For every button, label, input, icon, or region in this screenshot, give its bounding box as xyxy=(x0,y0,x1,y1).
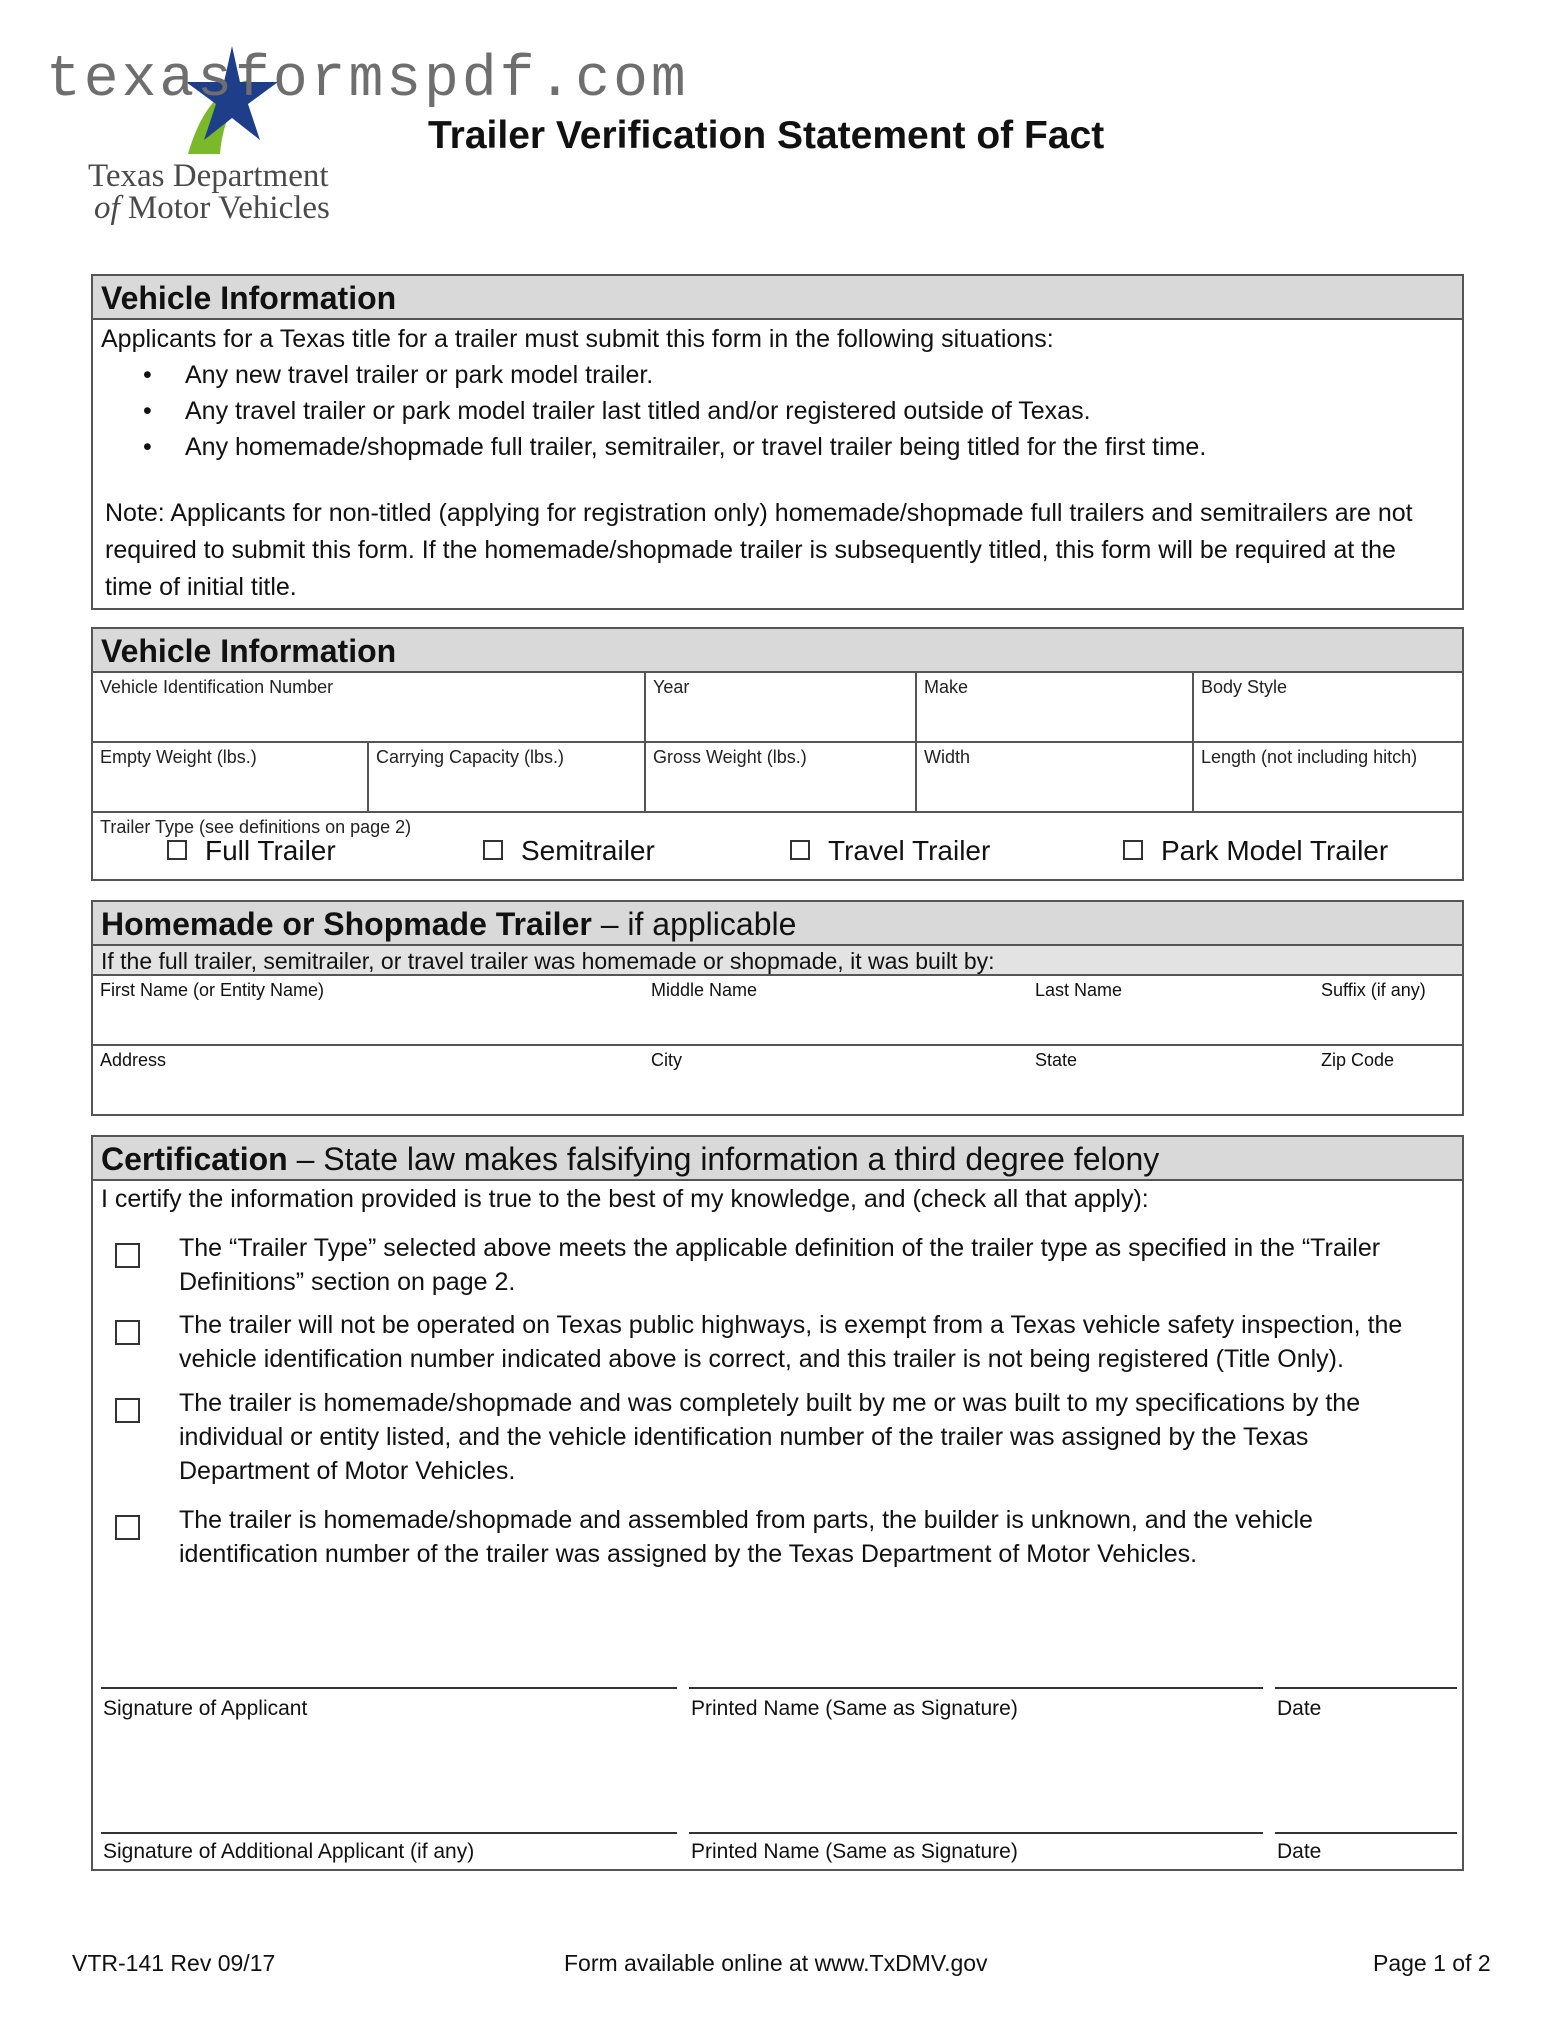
intro-note: Note: Applicants for non-titled (applying for registration only) homemade/shopmade full trailers and semitrailers are not required to submit this form. If the homemade/shopmade trailer is subsequently titled, this form will be required at the time of initial title. xyxy=(105,499,1413,601)
checkbox[interactable] xyxy=(115,1398,140,1423)
applicant-signature-label: Signature of Applicant xyxy=(103,1697,308,1720)
address-label: Address xyxy=(100,1050,167,1070)
certification-section: Certification – State law makes falsifying information a third degree felony I certify the information provided is true to the best of my knowledge, and (check all that apply): The “Trailer Type” selected above meets the applicable definition of the trailer type as specified in the “Trailer Definitions” section on page 2. The trailer will not be operated on Texas public highways, is exempt from a Texas vehicle safety inspection, the vehicle identification number indicated above is correct, and this trailer is not being registered (Title Only). The trailer is homemade/shopmade and was completely built by me or was built to my specifications by the individual or entity listed, and the vehicle identification number of the trailer was assigned by the Texas Department of Motor Vehicles. The trailer is homemade/shopmade and assembled from parts, the builder is unknown, and the vehicle identification number of the trailer was assigned by the Texas Department of Motor Vehicles. Signature of Applicant Printed Name (Same as Signature) Date Signature of Additional Applicant (if any) Printed Name (Same as Signature) Date xyxy=(91,1135,1464,1871)
intro-bullets xyxy=(93,357,1462,465)
checkbox[interactable] xyxy=(115,1243,140,1268)
additional-date-line[interactable] xyxy=(1275,1832,1457,1834)
width-field[interactable]: Width xyxy=(917,743,1194,813)
semitrailer-option[interactable]: Semitrailer xyxy=(483,835,655,867)
suffix-label: Suffix (if any) xyxy=(1321,980,1426,1000)
park-model-trailer-option[interactable]: Park Model Trailer xyxy=(1123,835,1388,867)
additional-signature-line[interactable] xyxy=(101,1832,677,1834)
applicant-printed-name-line[interactable] xyxy=(689,1687,1263,1689)
intro-bullet: • Any homemade/shopmade full trailer, semitrailer, or travel trailer being titled for the first time. xyxy=(143,433,1207,461)
checkbox[interactable] xyxy=(790,840,810,860)
homemade-heading: Homemade or Shopmade Trailer – if applicable xyxy=(93,902,1462,946)
watermark: texasformspdf.com xyxy=(46,48,689,113)
vehicle-section xyxy=(91,627,1464,881)
additional-date-label: Date xyxy=(1277,1840,1322,1863)
applicant-signature-line[interactable] xyxy=(101,1687,677,1689)
certification-lead: I certify the information provided is true to the best of my knowledge, and (check all that apply): xyxy=(101,1185,1149,1213)
online-availability: Form available online at www.TxDMV.gov xyxy=(564,1950,988,1976)
additional-printed-name-line[interactable] xyxy=(689,1832,1263,1834)
full-trailer-option[interactable]: Full Trailer xyxy=(167,835,336,867)
additional-signature-label: Signature of Additional Applicant (if any) xyxy=(103,1840,475,1863)
additional-printed-name-label: Printed Name (Same as Signature) xyxy=(691,1840,1018,1863)
built-by-text: If the full trailer, semitrailer, or travel trailer was homemade or shopmade, it was built by: xyxy=(93,946,1462,976)
make-field[interactable]: Make xyxy=(917,673,1194,743)
vehicle-heading: Vehicle Information xyxy=(93,629,1462,673)
year-field[interactable]: Year xyxy=(646,673,917,743)
carrying-capacity-field[interactable]: Carrying Capacity (lbs.) xyxy=(369,743,646,813)
vin-field[interactable]: Vehicle Identification Number xyxy=(93,673,646,743)
intro-section xyxy=(91,274,1464,610)
checkbox[interactable] xyxy=(115,1320,140,1345)
homemade-section xyxy=(91,900,1464,1116)
empty-weight-field[interactable]: Empty Weight (lbs.) xyxy=(93,743,369,813)
builder-address-row[interactable] xyxy=(93,1046,1462,1114)
checkbox[interactable] xyxy=(483,840,503,860)
agency-line-2: of Motor Vehicles xyxy=(94,190,330,226)
form-number: VTR-141 Rev 09/17 xyxy=(72,1950,276,1976)
zip-code-label: Zip Code xyxy=(1321,1050,1395,1070)
last-name-label: Last Name xyxy=(1035,980,1123,1000)
state-label: State xyxy=(1035,1050,1078,1070)
gross-weight-field[interactable]: Gross Weight (lbs.) xyxy=(646,743,917,813)
builder-name-row[interactable] xyxy=(93,976,1462,1046)
applicant-date-label: Date xyxy=(1277,1697,1322,1720)
checkbox[interactable] xyxy=(167,840,187,860)
agency-line-1: Texas Department xyxy=(88,158,329,194)
certification-heading: Certification – State law makes falsifying information a third degree felony xyxy=(93,1137,1462,1181)
middle-name-label: Middle Name xyxy=(651,980,758,1000)
intro-heading: Vehicle Information xyxy=(93,276,1462,320)
city-label: City xyxy=(651,1050,682,1070)
trailer-type-label: Trailer Type (see definitions on page 2) xyxy=(100,817,412,837)
applicant-date-line[interactable] xyxy=(1275,1687,1457,1689)
body-style-field[interactable]: Body Style xyxy=(1194,673,1462,743)
page-number: Page 1 of 2 xyxy=(1373,1950,1491,1976)
intro-bullet: • Any travel trailer or park model trailer last titled and/or registered outside of Texas. xyxy=(143,397,1091,425)
agency-name xyxy=(88,160,330,224)
length-field[interactable]: Length (not including hitch) xyxy=(1194,743,1462,813)
intro-bullet: • Any new travel trailer or park model trailer. xyxy=(143,361,654,389)
form-title: Trailer Verification Statement of Fact xyxy=(428,114,1105,157)
applicant-printed-name-label: Printed Name (Same as Signature) xyxy=(691,1697,1018,1720)
intro-lead: Applicants for a Texas title for a trailer must submit this form in the following situations: xyxy=(101,325,1054,353)
first-name-label: First Name (or Entity Name) xyxy=(100,980,325,1000)
travel-trailer-option[interactable]: Travel Trailer xyxy=(790,835,990,867)
checkbox[interactable] xyxy=(115,1515,140,1540)
checkbox[interactable] xyxy=(1123,840,1143,860)
